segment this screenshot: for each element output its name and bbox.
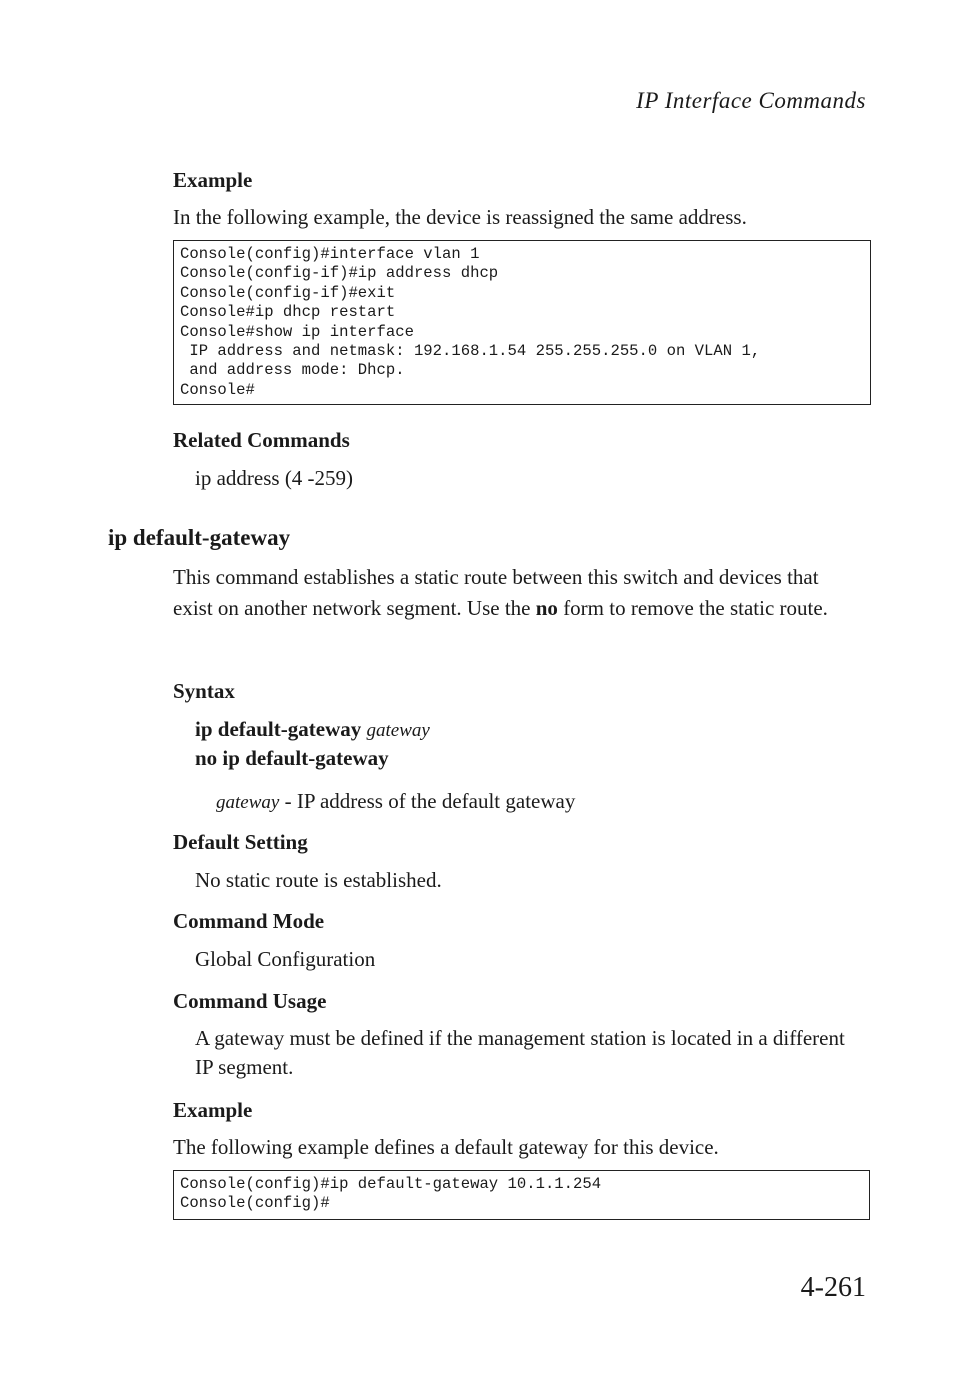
command-title: ip default-gateway	[108, 525, 291, 550]
command-usage-text: A gateway must be defined if the management station is located in a different IP segment.	[195, 1026, 845, 1079]
code-line: Console(config-if)#exit	[180, 283, 396, 302]
default-setting-text: No static route is established.	[195, 868, 442, 892]
code-line: IP address and netmask: 192.168.1.54 255.255.255.0 on VLAN 1,	[180, 342, 761, 361]
code-line: Console(config)#ip default-gateway 10.1.1.254	[180, 1175, 602, 1193]
code-line: Console#show ip interface	[180, 322, 414, 341]
code-line: and address mode: Dhcp.	[180, 361, 405, 380]
code-line: Console#ip dhcp restart	[180, 303, 396, 322]
syntax-heading: Syntax	[173, 679, 235, 703]
code-line: Console#	[180, 380, 255, 399]
command-mode-text: Global Configuration	[195, 947, 376, 971]
code-line: Console(config)#	[180, 1194, 330, 1213]
command-description: This command establishes a static route between this switch and devices that exist on another network segment. Use the no form to remove the static route.	[173, 565, 828, 620]
related-commands-heading: Related Commands	[173, 428, 350, 452]
example-heading: Example	[173, 1098, 253, 1122]
example-intro: The following example defines a default gateway for this device.	[173, 1135, 719, 1159]
page-number: 4-261	[800, 1272, 866, 1303]
syntax-param: gateway - IP address of the default gateway	[216, 789, 576, 813]
syntax-line-2: no ip default-gateway	[195, 746, 389, 770]
related-command-link[interactable]: ip address (4 -259)	[195, 466, 354, 490]
example-heading: Example	[173, 168, 253, 192]
example-intro: In the following example, the device is reassigned the same address.	[173, 205, 747, 229]
running-header: IP Interface Commands	[636, 88, 866, 113]
default-setting-heading: Default Setting	[173, 830, 308, 854]
code-line: Console(config-if)#ip address dhcp	[180, 264, 499, 283]
code-line: Console(config)#interface vlan 1	[180, 245, 480, 263]
command-usage-heading: Command Usage	[173, 989, 327, 1013]
command-mode-heading: Command Mode	[173, 909, 325, 933]
code-block-1	[173, 240, 871, 405]
syntax-line-1: ip default-gateway gateway	[195, 717, 430, 741]
code-block-2	[173, 1170, 870, 1220]
